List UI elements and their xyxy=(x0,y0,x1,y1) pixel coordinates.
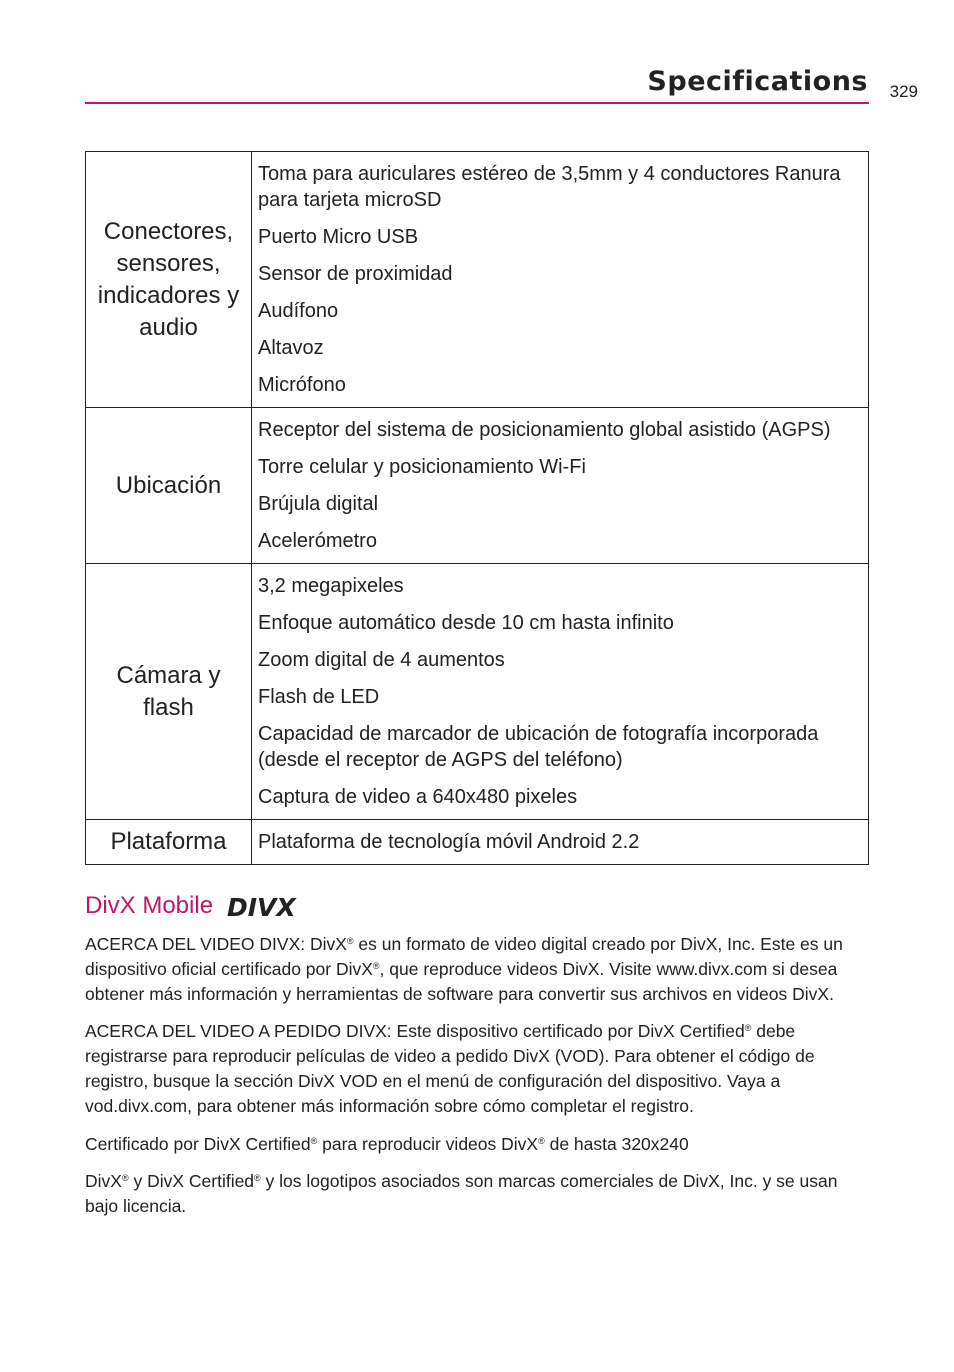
specifications-table-body xyxy=(86,152,869,865)
spec-category: Conectores, sensores, indicadores y audio xyxy=(86,152,252,408)
spec-items xyxy=(252,820,869,865)
spec-row xyxy=(86,820,869,865)
spec-item: Acelerómetro xyxy=(258,530,377,552)
divx-body xyxy=(85,932,869,1232)
spec-items xyxy=(252,564,869,820)
spec-item: Puerto Micro USB xyxy=(258,226,419,248)
page-number: 329 xyxy=(889,82,918,101)
divx-logo-text: DIVX xyxy=(227,893,296,922)
spec-item: 3,2 megapixeles xyxy=(258,575,404,597)
spec-category: Ubicación xyxy=(86,408,252,564)
spec-items xyxy=(252,408,869,564)
header-divider xyxy=(85,102,869,104)
spec-item: Toma para auriculares estéreo de 3,5mm y 4 conductores Ranura para tarjeta microSD xyxy=(258,163,841,211)
spec-item: Receptor del sistema de posicionamiento global asistido (AGPS) xyxy=(258,419,831,441)
divx-title: DivX Mobile xyxy=(85,892,214,919)
spec-item: Sensor de proximidad xyxy=(258,263,453,285)
spec-row xyxy=(86,408,869,564)
spec-item: Micrófono xyxy=(258,374,346,396)
spec-item: Capacidad de marcador de ubicación de fotografía incorporada (desde el receptor de AGPS del teléfono) xyxy=(258,723,819,771)
divx-heading xyxy=(85,888,307,924)
spec-item: Torre celular y posicionamiento Wi-Fi xyxy=(258,456,586,478)
spec-items xyxy=(252,152,869,408)
divx-logo xyxy=(225,889,307,923)
spec-category: Plataforma xyxy=(86,820,252,865)
spec-item: Plataforma de tecnología móvil Android 2.2 xyxy=(258,831,640,853)
spec-category: Cámara y flash xyxy=(86,564,252,820)
divx-paragraph-certified: Certificado por DivX Certified® para reproducir videos DivX® de hasta 320x240 xyxy=(85,1133,689,1154)
page-header xyxy=(85,66,918,106)
spec-row xyxy=(86,152,869,408)
divx-paragraph-trademark: DivX® y DivX Certified® y los logotipos asociados son marcas comerciales de DivX, Inc. y se usan bajo licencia. xyxy=(85,1171,838,1217)
spec-item: Flash de LED xyxy=(258,686,380,708)
spec-item: Captura de video a 640x480 pixeles xyxy=(258,786,578,808)
section-title: Specifications xyxy=(647,66,868,97)
spec-item: Enfoque automático desde 10 cm hasta infinito xyxy=(258,612,674,634)
divx-paragraph-vod: ACERCA DEL VIDEO A PEDIDO DIVX: Este dispositivo certificado por DivX Certified® debe registrarse para reproducir películas de video a pedido DivX (VOD). Para obtener el código de registro, busque la sección DivX VOD en el menú de configuración del dispositivo. Vaya a vod.divx.com, para obtener más información sobre cómo completar el registro. xyxy=(85,1021,815,1116)
spec-item: Brújula digital xyxy=(258,493,379,515)
spec-item: Altavoz xyxy=(258,337,324,359)
spec-row xyxy=(86,564,869,820)
spec-item: Audífono xyxy=(258,300,339,322)
divx-paragraph-about: ACERCA DEL VIDEO DIVX: DivX® es un formato de video digital creado por DivX, Inc. Este es un dispositivo oficial certificado por DivX®, que reproduce videos DivX. Visite www.divx.com si desea obtener más información y herramientas de software para convertir sus archivos en videos DivX. xyxy=(85,934,843,1004)
specifications-table xyxy=(85,151,869,865)
spec-item: Zoom digital de 4 aumentos xyxy=(258,649,505,671)
